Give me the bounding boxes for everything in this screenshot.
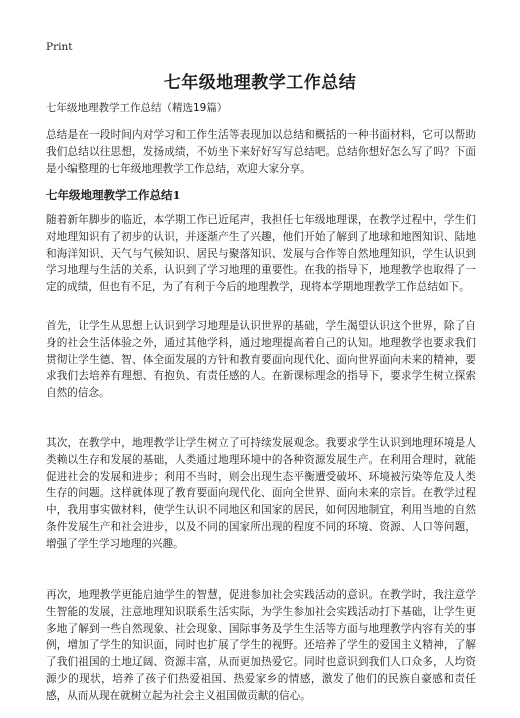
page-title: 七年级地理教学工作总结 — [163, 73, 357, 93]
body-paragraph: 其次，在教学中，地理教学让学生树立了可持续发展观念。我要求学生认识到地理环境是人类赖以生存和发展的基础，人类通过地理环境中的各种资源发展生产。在利用合理时，就能促进社会的发展和进步；利用不当时，则会出现生态平衡遭受破坏、环境被污染等危及人类生存的问题。这样就体现了教育要面向现代化、面向全世界、面向未来的宗旨。在教学过程中，我用事实做材料，使学生认识不同地区和国家的居民，如何因地制宜，利用当地的自然条件发展生产和社会进步，以及不同的国家所出现的程度不同的环境、资源、人口等问题，增强了学生学习地理的兴趣。 — [46, 437, 476, 550]
intro-paragraph: 总结是在一段时间内对学习和工作生活等表现加以总结和概括的一种书面材料，它可以帮助我们总结以往思想，发扬成绩，不妨坐下来好好写写总结吧。总结你想好怎么写了吗？下面是小编整理的七年级地理教学工作总结，欢迎大家分享。 — [46, 129, 476, 175]
article-subtitle: 七年级地理教学工作总结（精选19篇） — [46, 102, 228, 114]
print-link[interactable]: Print — [46, 41, 73, 53]
body-paragraph: 再次，地理教学更能启迪学生的智慧，促进参加社会实践活动的意识。在教学时，我注意学生智能的发展，注意地理知识联系生活实际，为学生参加社会实践活动打下基础，让学生更多地了解到一些自然现象、社会现象、国际事务及学生生活等方面与地理教学内容有关的事例，增加了学生的知识面，同时也扩展了学生的视野。还培养了学生的爱国主义精神，了解了我们祖国的土地辽阔、资源丰富，从而更加热爱它。同时也意识到我们人口众多，人均资源少的现状，培养了孩子们热爱祖国、热爱家乡的情感，激发了他们的民族自豪感和责任感，从而从现在就树立起为社会主义祖国做贡献的信心。 — [46, 589, 476, 702]
body-paragraph: 首先，让学生从思想上认识到学习地理是认识世界的基础，学生渴望认识这个世界，除了自身的社会生活体验之外，通过其他学科，通过地理提高着自己的认知。地理教学也要求我们贯彻让学生德、智、体全面发展的方针和教育要面向现代化、面向世界面向未来的精神，要求我们去培养有理想、有抱负、有责任感的人。在新课标理念的指导下，要求学生树立探索自然的信念。 — [46, 320, 476, 400]
body-paragraph: 随着新年脚步的临近，本学期工作已近尾声，我担任七年级地理课，在教学过程中，学生们对地理知识有了初步的认识，并逐渐产生了兴趣，他们开始了解到了地球和地图知识、陆地和海洋知识、天气与气候知识、居民与聚落知识、发展与合作等自然地理知识，学生认识到学习地理与生活的关系，认识到了学习地理的重要性。在我的指导下，地理教学也取得了一定的成绩，但也有不足，为了有利于今后的地理教学，现将本学期地理教学工作总结如下。 — [46, 214, 476, 294]
section-heading: 七年级地理教学工作总结1 — [46, 188, 181, 202]
